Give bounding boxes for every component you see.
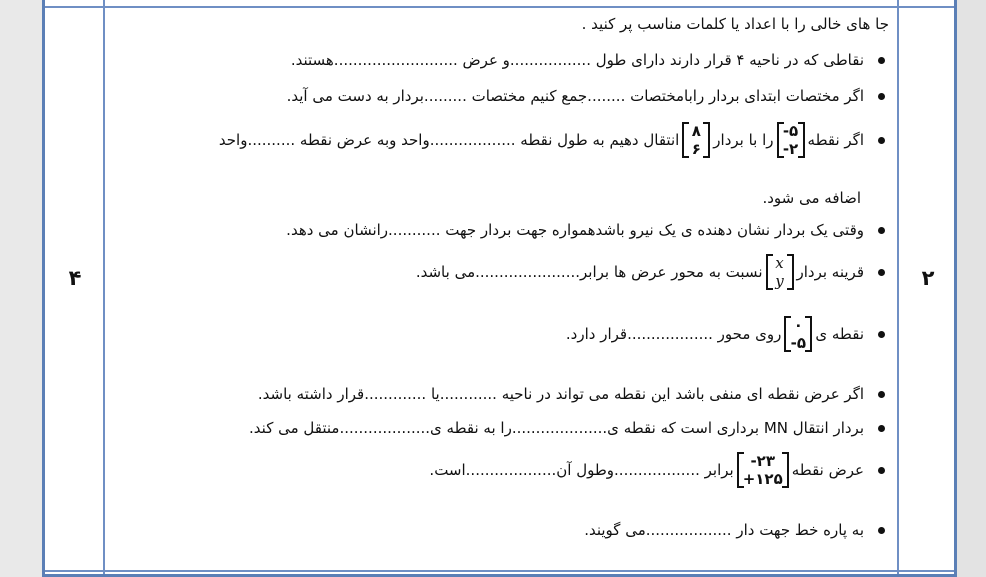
bullet-icon <box>878 227 885 234</box>
bullet-icon <box>878 467 885 474</box>
item-text-before: اگر نقطه <box>807 131 864 149</box>
matrix-bottom: ۶ <box>691 140 701 158</box>
item-text-before: نقطه ی <box>815 325 864 343</box>
list-item <box>291 50 885 70</box>
item-text-after: نسبت به محور عرض ها برابر......................می باشد. <box>415 263 763 281</box>
list-item <box>287 86 885 106</box>
item-text-before: عرض نقطه <box>791 461 864 479</box>
matrix-top: -۵ <box>782 122 799 140</box>
matrix-bottom: -۵ <box>790 334 807 352</box>
list-item <box>219 122 885 158</box>
matrix-bottom: y <box>775 272 784 290</box>
item-text: اگر عرض نقطه ای منفی باشد این نقطه می تواند در ناحیه ............یا .............قرار داشته باشد. <box>257 385 864 403</box>
vector-matrix <box>766 254 794 290</box>
vector-matrix <box>682 122 710 158</box>
item-text: نقاطی که در ناحیه ۴ قرار دارند دارای طول .................و عرض ..........................هستند. <box>290 51 864 69</box>
window-edge <box>956 0 986 577</box>
matrix-top: ۰ <box>793 316 803 334</box>
bullet-icon <box>878 391 885 398</box>
item-text: به پاره خط جهت دار ..................می گویند. <box>584 521 864 539</box>
item-continuation: اضافه می شود. <box>762 189 861 207</box>
bullet-icon <box>878 331 885 338</box>
column-divider-row-number <box>897 0 899 574</box>
matrix-top: x <box>775 254 784 272</box>
bullet-icon <box>878 93 885 100</box>
point-matrix <box>777 122 805 158</box>
bullet-icon <box>878 137 885 144</box>
list-item <box>249 418 885 438</box>
score-cell: ۴ <box>68 266 82 290</box>
list-item <box>566 316 885 352</box>
item-text-before: قرینه بردار <box>796 263 864 281</box>
item-text-mid: را با بردار <box>713 131 774 149</box>
item-text: اگر مختصات ابتدای بردار رابامختصات ........جمع کنیم مختصات .........بردار به دست می آید. <box>286 87 864 105</box>
item-text: وقتی یک بردار نشان دهنده ی یک نیرو باشدهمواره جهت بردار جهت ...........رانشان می دهد. <box>286 221 864 239</box>
point-matrix <box>784 316 812 352</box>
matrix-bottom: +۱۲۵ <box>742 470 783 488</box>
exam-table <box>42 0 957 577</box>
bullet-icon <box>878 527 885 534</box>
matrix-top: -۲۳ <box>750 452 775 470</box>
item-text: بردار انتقال MN برداری است که نقطه ی....................را به نقطه ی...................منتقل می کند. <box>249 419 864 437</box>
item-text-after: برابر ..................وطول آن...................است. <box>429 461 734 479</box>
matrix-bottom: -۲ <box>782 140 799 158</box>
list-item <box>429 452 885 488</box>
matrix-top: ۸ <box>691 122 701 140</box>
list-item <box>416 254 885 290</box>
row-number-cell: ۲ <box>921 266 935 290</box>
bullet-icon <box>878 269 885 276</box>
question-instruction: جا های خالی را با اعداد یا کلمات مناسب پر کنید . <box>581 15 889 33</box>
bullet-icon <box>878 425 885 432</box>
list-item <box>286 220 885 240</box>
list-item <box>584 520 885 540</box>
bullet-icon <box>878 57 885 64</box>
item-text-after: روی محور ..................قرار دارد. <box>565 325 782 343</box>
point-matrix <box>737 452 789 488</box>
item-text-after: انتقال دهیم به طول نقطه ..................واحد وبه عرض نقطه ..........واحد <box>218 131 680 149</box>
question-content <box>107 8 897 574</box>
list-item <box>258 384 885 404</box>
